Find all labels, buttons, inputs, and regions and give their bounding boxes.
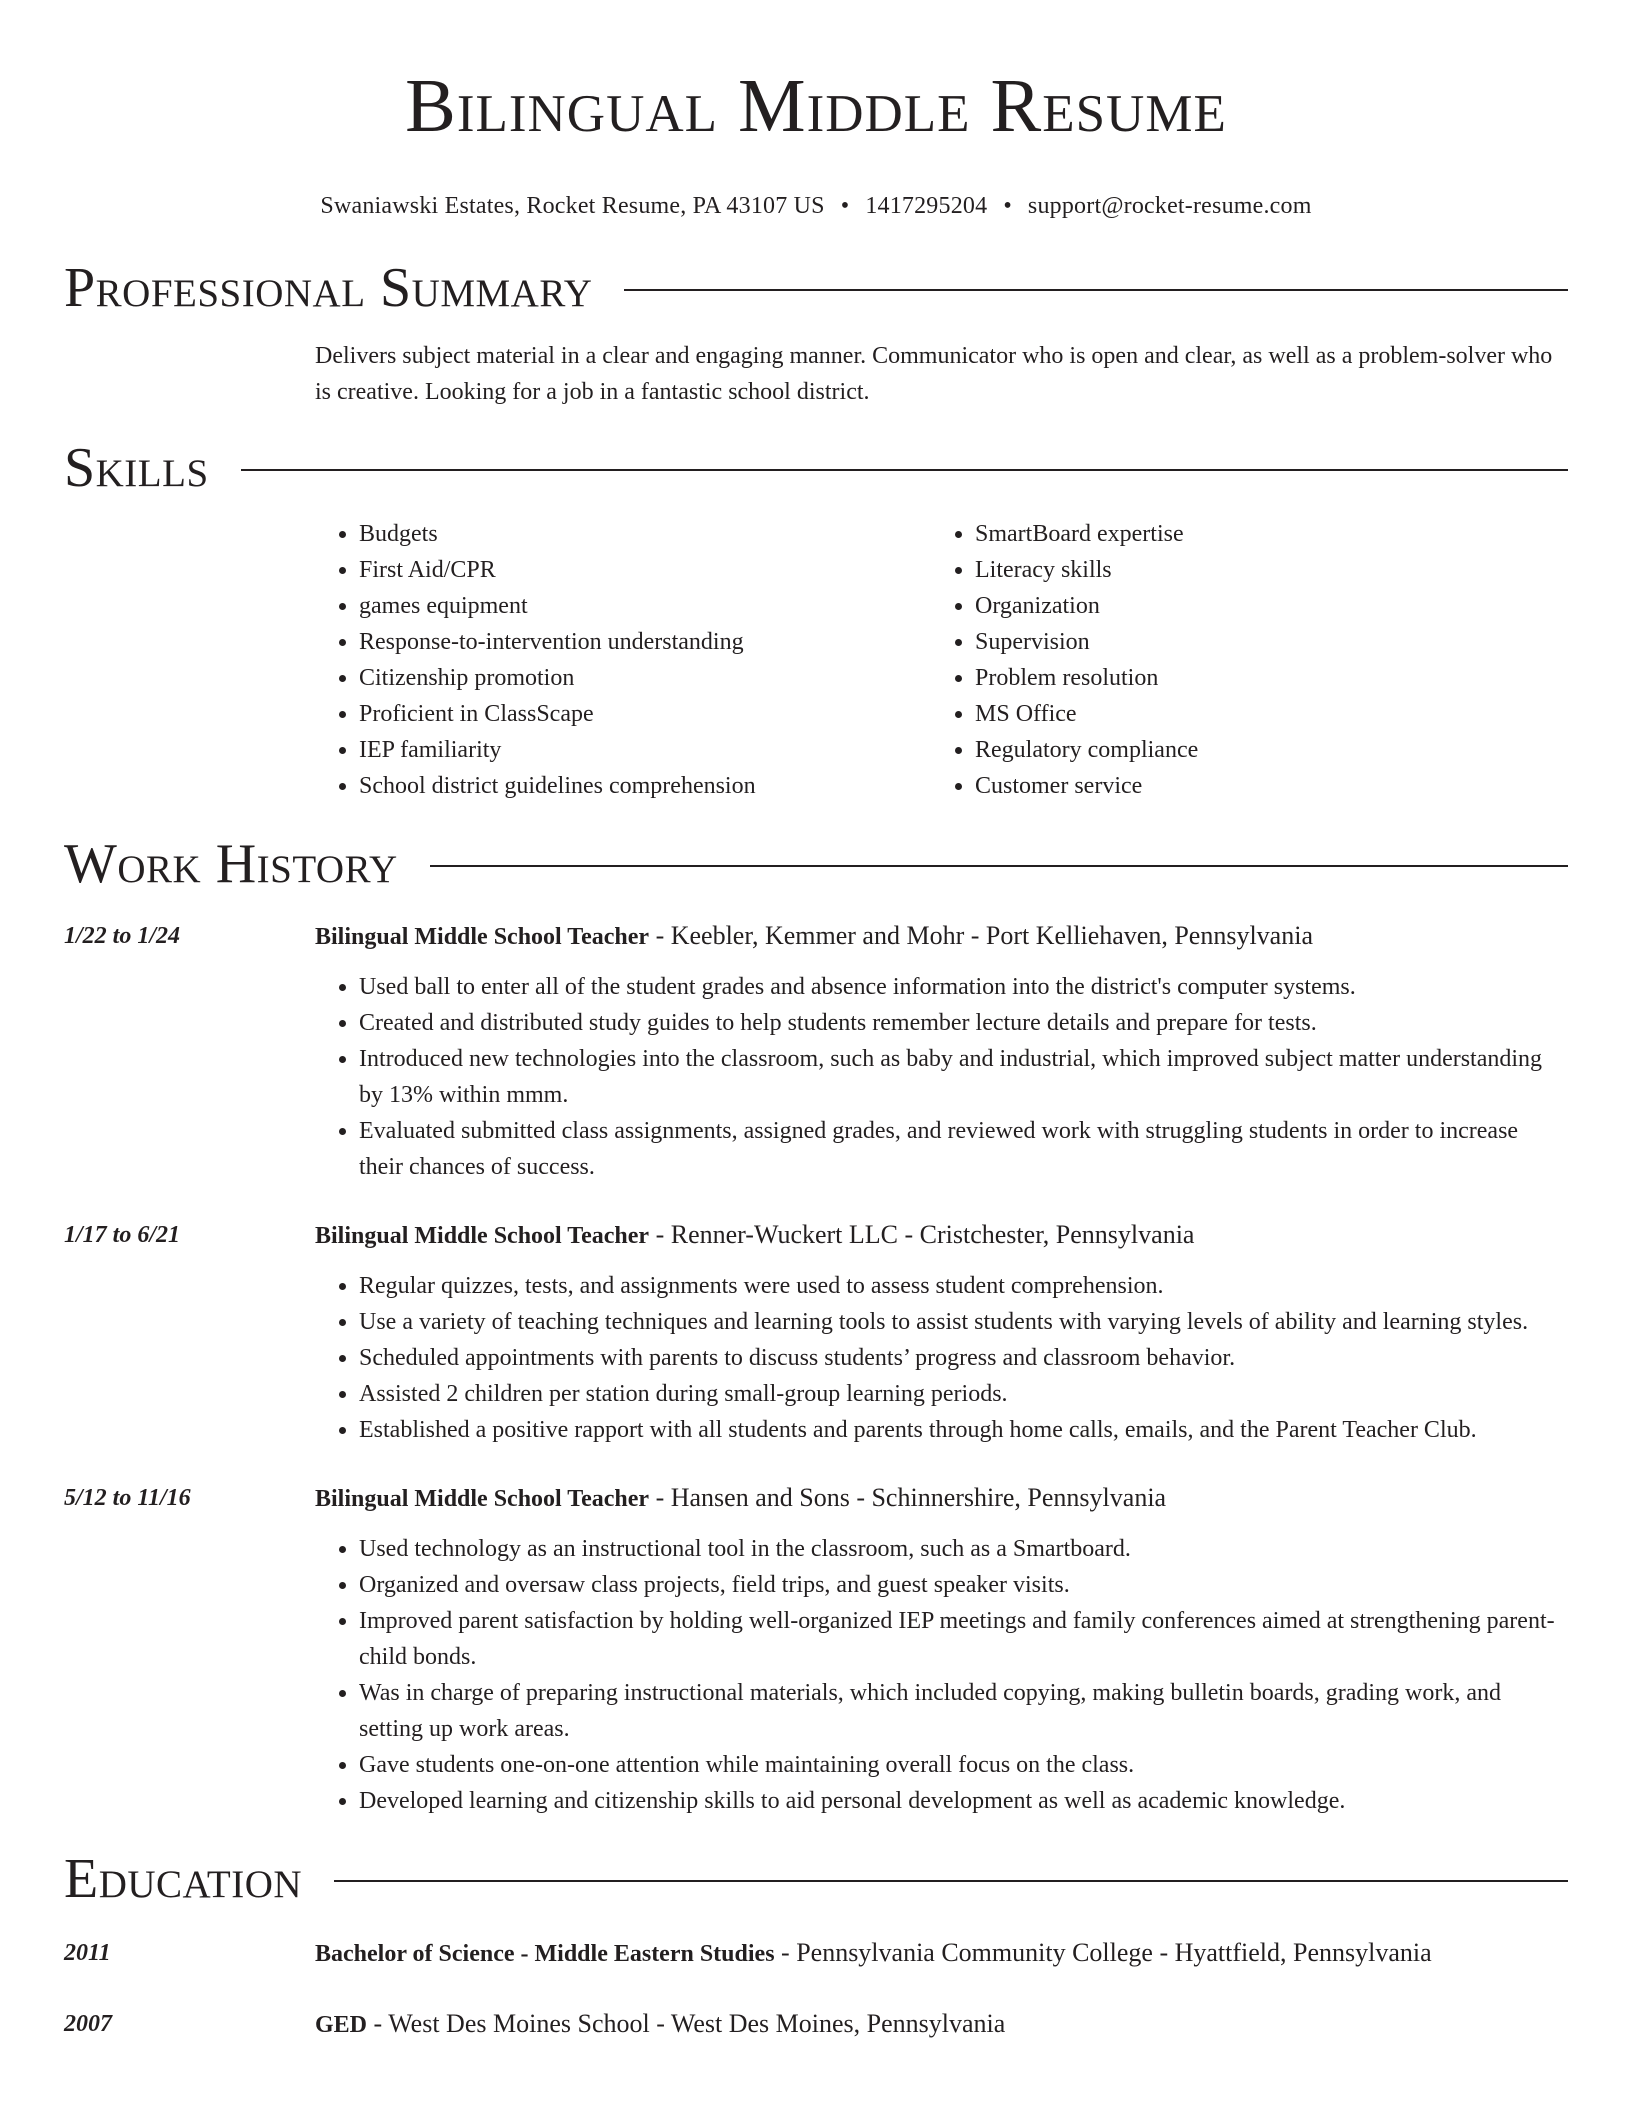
skill-item: • School district guidelines comprehension	[359, 768, 931, 804]
duty-item: • Was in charge of preparing instructional materials, which included copying, making bulletin boards, grading work, and setting up work areas.	[359, 1675, 1568, 1747]
duty-item: • Established a positive rapport with all students and parents through home calls, emails, and the Parent Teacher Club.	[359, 1412, 1568, 1448]
job-duties	[315, 1531, 1568, 1819]
education-school: - West Des Moines School - West Des Moines, Pennsylvania	[367, 2009, 1006, 2038]
duty-item: • Organized and oversaw class projects, field trips, and guest speaker visits.	[359, 1567, 1568, 1603]
work-entry	[64, 1217, 1568, 1448]
education-entry	[64, 2006, 1568, 2043]
job-employer: - Keebler, Kemmer and Mohr - Port Kelliehaven, Pennsylvania	[649, 921, 1313, 950]
contact-address: Swaniawski Estates, Rocket Resume, PA 43107 US	[320, 193, 825, 219]
education-entry	[64, 1935, 1568, 1972]
skill-item: • SmartBoard expertise	[975, 516, 1568, 552]
job-duties	[315, 969, 1568, 1185]
education-title-line	[315, 1935, 1568, 1972]
work-entry-body	[315, 918, 1568, 1185]
work-heading: Work History	[64, 833, 398, 895]
summary-section-header	[64, 256, 1568, 320]
work-entry-body	[315, 1217, 1568, 1448]
duty-item: • Assisted 2 children per station during small-group learning periods.	[359, 1376, 1568, 1412]
contact-email[interactable]: support@rocket-resume.com	[1027, 193, 1312, 219]
job-role: Bilingual Middle School Teacher	[315, 1223, 650, 1249]
work-dates: 1/17 to 6/21	[64, 1222, 181, 1248]
skill-item: • Response-to-intervention understanding	[359, 624, 931, 660]
work-title-line	[315, 918, 1568, 955]
resume-name: Bilingual Middle Resume	[405, 64, 1227, 148]
work-section-header	[64, 832, 1568, 896]
skill-item: • Proficient in ClassScape	[359, 696, 931, 732]
summary-heading: Professional Summary	[64, 257, 593, 319]
job-role: Bilingual Middle School Teacher	[315, 924, 650, 950]
section-divider	[241, 469, 1568, 471]
summary-text: Delivers subject material in a clear and engaging manner. Communicator who is open and clear, as well as a problem-solver who is creative. Looking for a job in a fantastic school district.	[315, 343, 1553, 405]
education-section-header	[64, 1847, 1568, 1911]
section-divider	[334, 1880, 1568, 1882]
work-entry	[64, 1480, 1568, 1819]
duty-item: • Created and distributed study guides to help students remember lecture details and prepare for tests.	[359, 1005, 1568, 1041]
skill-item: • Problem resolution	[975, 660, 1568, 696]
duty-item: • Developed learning and citizenship skills to aid personal development as well as academic knowledge.	[359, 1783, 1568, 1819]
education-year: 2007	[64, 2011, 112, 2037]
job-duties	[315, 1268, 1568, 1448]
duty-item: • Scheduled appointments with parents to discuss students’ progress and classroom behavior.	[359, 1340, 1568, 1376]
skill-item: • IEP familiarity	[359, 732, 931, 768]
duty-item: • Use a variety of teaching techniques and learning tools to assist students with varying levels of ability and learning styles.	[359, 1304, 1568, 1340]
work-dates: 1/22 to 1/24	[64, 923, 181, 949]
skills-column-left	[315, 516, 931, 804]
education-entry-body	[315, 2006, 1568, 2043]
education-title-line	[315, 2006, 1568, 2043]
education-degree: GED	[315, 2012, 368, 2038]
duty-item: • Used technology as an instructional tool in the classroom, such as a Smartboard.	[359, 1531, 1568, 1567]
contact-phone: 1417295204	[865, 193, 988, 219]
work-entry-body	[315, 1480, 1568, 1819]
duty-item: • Improved parent satisfaction by holding well-organized IEP meetings and family conferences aimed at strengthening parent-child bonds.	[359, 1603, 1568, 1675]
skills-list	[315, 516, 1568, 804]
contact-separator: •	[1003, 193, 1012, 219]
skill-item: • Organization	[975, 588, 1568, 624]
work-title-line	[315, 1217, 1568, 1254]
skill-item: • Citizenship promotion	[359, 660, 931, 696]
education-heading: Education	[64, 1848, 303, 1910]
skill-item: • games equipment	[359, 588, 931, 624]
section-divider	[624, 289, 1568, 291]
contact-separator: •	[840, 193, 850, 219]
skills-column-right	[931, 516, 1568, 804]
job-employer: - Hansen and Sons - Schinnershire, Pennsylvania	[649, 1483, 1167, 1512]
work-title-line	[315, 1480, 1568, 1517]
duty-item: • Gave students one-on-one attention while maintaining overall focus on the class.	[359, 1747, 1568, 1783]
skill-item: • Budgets	[359, 516, 931, 552]
duty-item: • Regular quizzes, tests, and assignments were used to assess student comprehension.	[359, 1268, 1568, 1304]
job-employer: - Renner-Wuckert LLC - Cristchester, Pennsylvania	[649, 1220, 1195, 1249]
skill-item: • Regulatory compliance	[975, 732, 1568, 768]
skill-item: • MS Office	[975, 696, 1568, 732]
duty-item: • Introduced new technologies into the classroom, such as baby and industrial, which improved subject matter understanding by 13% within mmm.	[359, 1041, 1568, 1113]
section-divider	[430, 865, 1568, 867]
skill-item: • Customer service	[975, 768, 1568, 804]
work-entry	[64, 918, 1568, 1185]
duty-item: • Evaluated submitted class assignments, assigned grades, and reviewed work with struggling students in order to increase their chances of success.	[359, 1113, 1568, 1185]
skill-item: • First Aid/CPR	[359, 552, 931, 588]
skill-item: • Supervision	[975, 624, 1568, 660]
duty-item: • Used ball to enter all of the student grades and absence information into the district's computer systems.	[359, 969, 1568, 1005]
education-school: - Pennsylvania Community College - Hyattfield, Pennsylvania	[774, 1938, 1432, 1967]
job-role: Bilingual Middle School Teacher	[315, 1486, 650, 1512]
skills-heading: Skills	[64, 437, 209, 499]
skill-item: • Literacy skills	[975, 552, 1568, 588]
contact-line	[64, 190, 1568, 222]
skills-section-header	[64, 436, 1568, 500]
education-degree: Bachelor of Science - Middle Eastern Studies	[315, 1941, 775, 1967]
education-year: 2011	[64, 1940, 111, 1966]
education-entry-body	[315, 1935, 1568, 1972]
work-dates: 5/12 to 11/16	[64, 1485, 191, 1511]
